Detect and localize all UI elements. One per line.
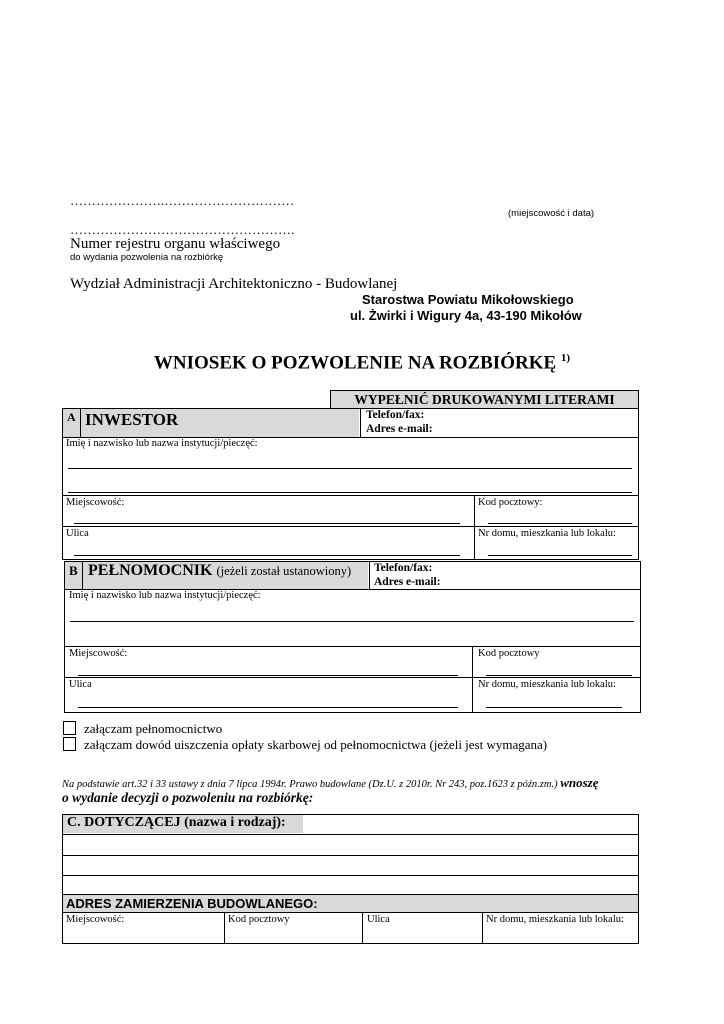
place-date-line[interactable]: ………………….………………………… (70, 193, 295, 208)
section-b-heading-note: (jeżeli został ustanowiony) (216, 564, 352, 578)
investor-phone-label: Telefon/fax: (366, 409, 425, 421)
investor-street-label: Ulica (66, 528, 89, 539)
address-heading: ADRES ZAMIERZENIA BUDOWLANEGO: (66, 896, 318, 911)
site-postal-label[interactable]: Kod pocztowy (228, 914, 290, 925)
subject-row-2[interactable] (63, 855, 638, 856)
request-line: o wydanie decyzji o pozwoleniu na rozbiórkę: (62, 790, 314, 805)
section-b-letter: B (69, 563, 78, 578)
place-date-caption: (miejscowość i data) (508, 208, 595, 219)
section-a-letter: A (67, 410, 76, 424)
investor-street-field[interactable] (74, 555, 460, 556)
subject-row-1[interactable] (63, 834, 638, 835)
fee-proof-checkbox[interactable] (63, 737, 76, 751)
attorney-email-label: Adres e-mail: (374, 576, 441, 588)
section-c-heading: C. DOTYCZĄCEJ (nazwa i rodzaj): (67, 815, 286, 830)
page-title (0, 352, 724, 374)
attorney-postal-field[interactable] (486, 675, 632, 676)
section-a-heading: INWESTOR (85, 410, 179, 429)
attorney-street-field[interactable] (78, 707, 458, 708)
investor-name-label: Imię i nazwisko lub nazwa instytucji/pieczęć: (66, 438, 258, 449)
investor-postal-label: Kod pocztowy: (478, 497, 543, 508)
recipient-department: Wydział Administracji Architektoniczno - Budowlanej (70, 276, 398, 292)
subject-row-3[interactable] (63, 875, 638, 876)
site-house-label[interactable]: Nr domu, mieszkania lub lokalu: (486, 914, 624, 925)
attorney-city-field[interactable] (78, 675, 458, 676)
attorney-house-field[interactable] (486, 707, 622, 708)
investor-city-label: Miejscowość: (66, 497, 125, 508)
site-city-label[interactable]: Miejscowość: (66, 914, 125, 925)
fill-note: WYPEŁNIĆ DRUKOWANYMI LITERAMI (354, 392, 615, 407)
recipient-address: ul. Żwirki i Wigury 4a, 43-190 Mikołów (350, 308, 582, 323)
request-word: wnoszę (560, 775, 599, 790)
fee-proof-label: załączam dowód uiszczenia opłaty skarbowej od pełnomocnictwa (jeżeli jest wymagana) (84, 737, 548, 752)
section-b-heading-wrap (88, 562, 351, 580)
registry-sublabel: do wydania pozwolenia na rozbiórkę (70, 252, 224, 263)
investor-postal-field[interactable] (488, 523, 632, 524)
investor-name-field-2[interactable] (68, 492, 632, 493)
section-b-heading: PEŁNOMOCNIK (88, 562, 213, 579)
investor-house-field[interactable] (488, 555, 632, 556)
page-title-text: WNIOSEK O POZWOLENIE NA ROZBIÓRKĘ (153, 352, 557, 374)
investor-email-label: Adres e-mail: (366, 423, 433, 435)
power-of-attorney-checkbox[interactable] (63, 721, 76, 735)
attorney-name-field[interactable] (70, 621, 634, 622)
site-street-label[interactable]: Ulica (367, 914, 390, 925)
fill-note-box (330, 390, 639, 409)
recipient-office: Starostwa Powiatu Mikołowskiego (362, 292, 574, 307)
attorney-phone-label: Telefon/fax: (374, 562, 433, 574)
attorney-street-label: Ulica (69, 679, 92, 690)
registry-label: Numer rejestru organu właściwego (70, 236, 281, 252)
attorney-postal-label: Kod pocztowy (478, 648, 540, 659)
attorney-city-label: Miejscowość: (69, 648, 128, 659)
investor-house-label: Nr domu, mieszkania lub lokalu: (478, 528, 616, 539)
attorney-name-label: Imię i nazwisko lub nazwa instytucji/pieczęć: (69, 590, 261, 601)
attorney-house-label: Nr domu, mieszkania lub lokalu: (478, 679, 616, 690)
investor-city-field[interactable] (74, 523, 460, 524)
power-of-attorney-label: załączam pełnomocnictwo (84, 721, 223, 736)
legal-basis (62, 775, 672, 791)
investor-name-field-1[interactable] (68, 468, 632, 469)
registry-number-line[interactable]: ……………………………………………. (70, 222, 295, 237)
title-footnote: 1) (560, 352, 571, 364)
legal-basis-text: Na podstawie art.32 i 33 ustawy z dnia 7 lipca 1994r. Prawo budowlane (Dz.U. z 2010r. Nr 243, poz.1623 z późn.zm.) (62, 779, 558, 790)
